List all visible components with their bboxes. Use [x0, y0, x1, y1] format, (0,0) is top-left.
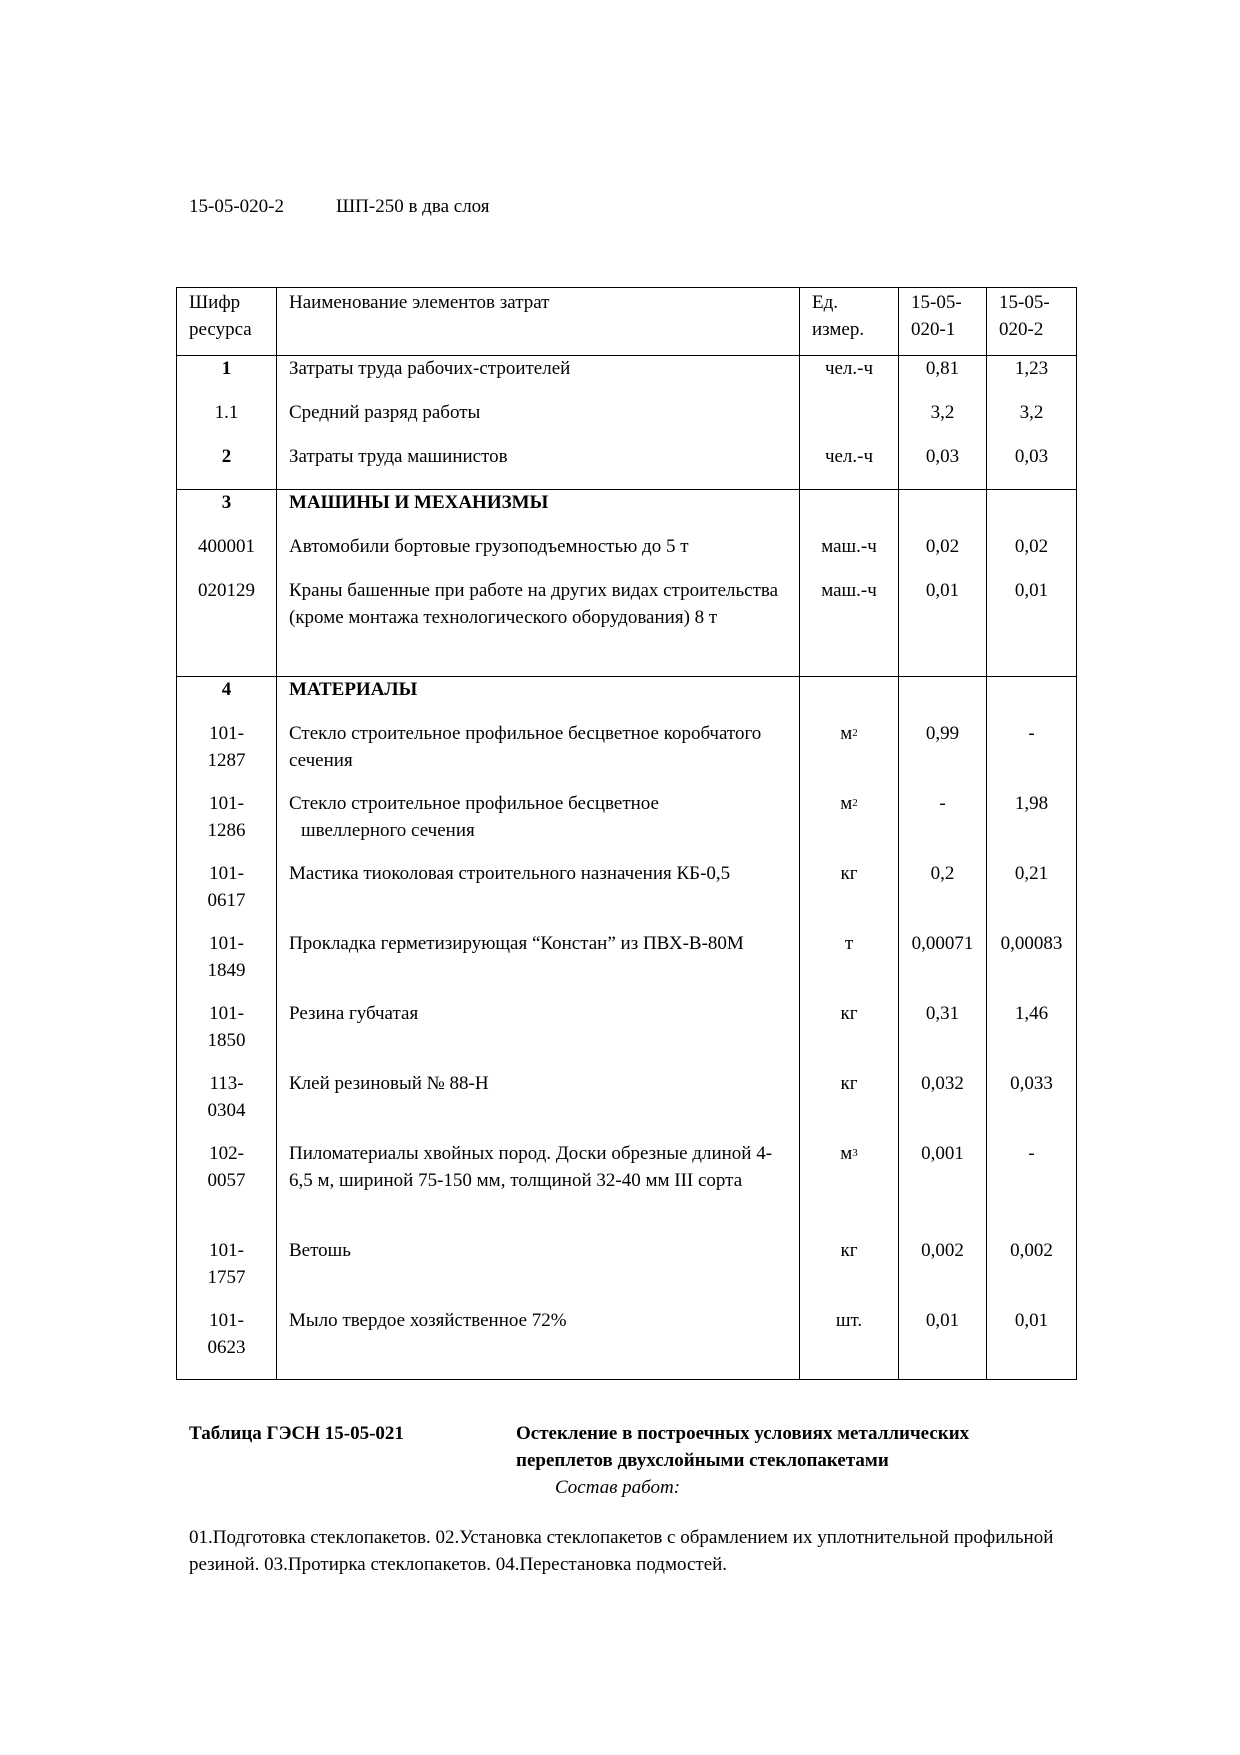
row-unit: маш.-ч [800, 534, 899, 578]
row-name: Автомобили бортовые грузоподъемностью до 5 т [277, 534, 800, 578]
table-row [177, 534, 1077, 578]
section-header [189, 196, 490, 218]
next-table-caption: Таблица ГЭСН 15-05-021 [189, 1423, 404, 1444]
row-value-2: 1,98 [987, 791, 1077, 861]
row-unit: $м^2$ [800, 791, 899, 861]
row-value-2: 3,2 [987, 400, 1077, 444]
row-value-2: 0,00083 [987, 931, 1077, 1001]
row-name: Мастика тиоколовая строительного назначения КБ-0,5 [277, 861, 800, 931]
row-code: 101-0623 [177, 1308, 277, 1380]
row-value-2: 0,01 [987, 578, 1077, 677]
row-value-2: 0,002 [987, 1238, 1077, 1308]
table-row [177, 1071, 1077, 1141]
row-value-2: - [987, 721, 1077, 791]
row-value-2: 0,21 [987, 861, 1077, 931]
next-table-title: Остекление в построечных условиях металлических переплетов двухслойными стеклопакетами [516, 1423, 970, 1471]
table-row [177, 677, 1077, 722]
row-name: Пиломатериалы хвойных пород. Доски обрезные длиной 4-6,5 м, шириной 75-150 мм, толщиной 32-40 мм III сорта [277, 1141, 800, 1238]
row-code: 1.1 [177, 400, 277, 444]
row-unit: шт. [800, 1308, 899, 1380]
row-value-1 [899, 490, 987, 535]
row-name: Затраты труда рабочих-строителей [277, 356, 800, 401]
row-name: Резина губчатая [277, 1001, 800, 1071]
row-name: МАТЕРИАЛЫ [277, 677, 800, 722]
next-table-subtitle: Состав работ: [555, 1477, 681, 1498]
table-header-row [177, 288, 1077, 356]
section-title: ШП-250 в два слоя [336, 196, 490, 217]
row-unit [800, 490, 899, 535]
row-unit: т [800, 931, 899, 1001]
table-row [177, 1141, 1077, 1238]
row-value-1: 0,31 [899, 1001, 987, 1071]
row-value-1: 0,01 [899, 1308, 987, 1380]
row-unit: $м^3$ [800, 1141, 899, 1238]
col-header-norm-2: 15-05-020-2 [987, 288, 1077, 356]
table-row [177, 1308, 1077, 1380]
row-name: Стекло строительное профильное бесцветное швеллерного сечения [277, 791, 800, 861]
row-code: 101-1850 [177, 1001, 277, 1071]
table-row [177, 356, 1077, 401]
row-value-1: 0,032 [899, 1071, 987, 1141]
row-code: 102-0057 [177, 1141, 277, 1238]
row-unit: чел.-ч [800, 356, 899, 401]
table-row [177, 721, 1077, 791]
row-name: Прокладка герметизирующая “Констан” из ПВХ-В-80М [277, 931, 800, 1001]
col-header-code: Шифр ресурса [177, 288, 277, 356]
row-name: Клей резиновый № 88-Н [277, 1071, 800, 1141]
row-name: Мыло твердое хозяйственное 72% [277, 1308, 800, 1380]
table-row [177, 791, 1077, 861]
row-value-2: - [987, 1141, 1077, 1238]
row-name: МАШИНЫ И МЕХАНИЗМЫ [277, 490, 800, 535]
row-unit: маш.-ч [800, 578, 899, 677]
row-value-2: 0,033 [987, 1071, 1077, 1141]
row-code: 020129 [177, 578, 277, 677]
table-row [177, 400, 1077, 444]
row-name: Затраты труда машинистов [277, 444, 800, 490]
row-code: 101-1286 [177, 791, 277, 861]
row-value-2 [987, 677, 1077, 722]
row-value-1: 0,002 [899, 1238, 987, 1308]
row-code: 4 [177, 677, 277, 722]
row-code: 1 [177, 356, 277, 401]
row-code: 3 [177, 490, 277, 535]
row-code: 101-0617 [177, 861, 277, 931]
row-unit: кг [800, 1071, 899, 1141]
row-unit: $м^2$ [800, 721, 899, 791]
row-unit [800, 400, 899, 444]
row-value-1: 0,2 [899, 861, 987, 931]
col-header-norm-1: 15-05-020-1 [899, 288, 987, 356]
row-value-2: 1,23 [987, 356, 1077, 401]
row-value-1 [899, 677, 987, 722]
row-value-1: - [899, 791, 987, 861]
col-header-name: Наименование элементов затрат [277, 288, 800, 356]
row-code: 101-1849 [177, 931, 277, 1001]
row-value-2 [987, 490, 1077, 535]
row-value-1: 0,001 [899, 1141, 987, 1238]
row-value-1: 3,2 [899, 400, 987, 444]
row-code: 2 [177, 444, 277, 490]
col-header-unit: Ед. измер. [800, 288, 899, 356]
row-name: Краны башенные при работе на других видах строительства (кроме монтажа технологического оборудования) 8 т [277, 578, 800, 677]
table-row [177, 1001, 1077, 1071]
row-value-1: 0,03 [899, 444, 987, 490]
row-value-1: 0,02 [899, 534, 987, 578]
row-value-2: 0,02 [987, 534, 1077, 578]
table-row [177, 444, 1077, 490]
section-code: 15-05-020-2 [189, 196, 284, 217]
row-unit [800, 677, 899, 722]
work-composition-text: 01.Подготовка стеклопакетов. 02.Установка стеклопакетов с обрамлением их уплотнительной профильной резиной. 03.Протирка стеклопакетов. 04.Перестановка подмостей. [189, 1527, 1054, 1575]
table-row [177, 490, 1077, 535]
row-name: Средний разряд работы [277, 400, 800, 444]
row-code: 101-1757 [177, 1238, 277, 1308]
table-row [177, 931, 1077, 1001]
row-value-1: 0,81 [899, 356, 987, 401]
row-name: Ветошь [277, 1238, 800, 1308]
row-value-1: 0,01 [899, 578, 987, 677]
row-name: Стекло строительное профильное бесцветное коробчатого сечения [277, 721, 800, 791]
row-unit: кг [800, 861, 899, 931]
row-code: 101-1287 [177, 721, 277, 791]
table-row [177, 1238, 1077, 1308]
row-value-2: 0,03 [987, 444, 1077, 490]
row-code: 113-0304 [177, 1071, 277, 1141]
table-row [177, 578, 1077, 677]
row-unit: кг [800, 1238, 899, 1308]
row-code: 400001 [177, 534, 277, 578]
row-value-1: 0,00071 [899, 931, 987, 1001]
row-value-2: 0,01 [987, 1308, 1077, 1380]
row-unit: кг [800, 1001, 899, 1071]
resources-table [176, 287, 1077, 1380]
row-value-1: 0,99 [899, 721, 987, 791]
row-value-2: 1,46 [987, 1001, 1077, 1071]
table-row [177, 861, 1077, 931]
row-unit: чел.-ч [800, 444, 899, 490]
